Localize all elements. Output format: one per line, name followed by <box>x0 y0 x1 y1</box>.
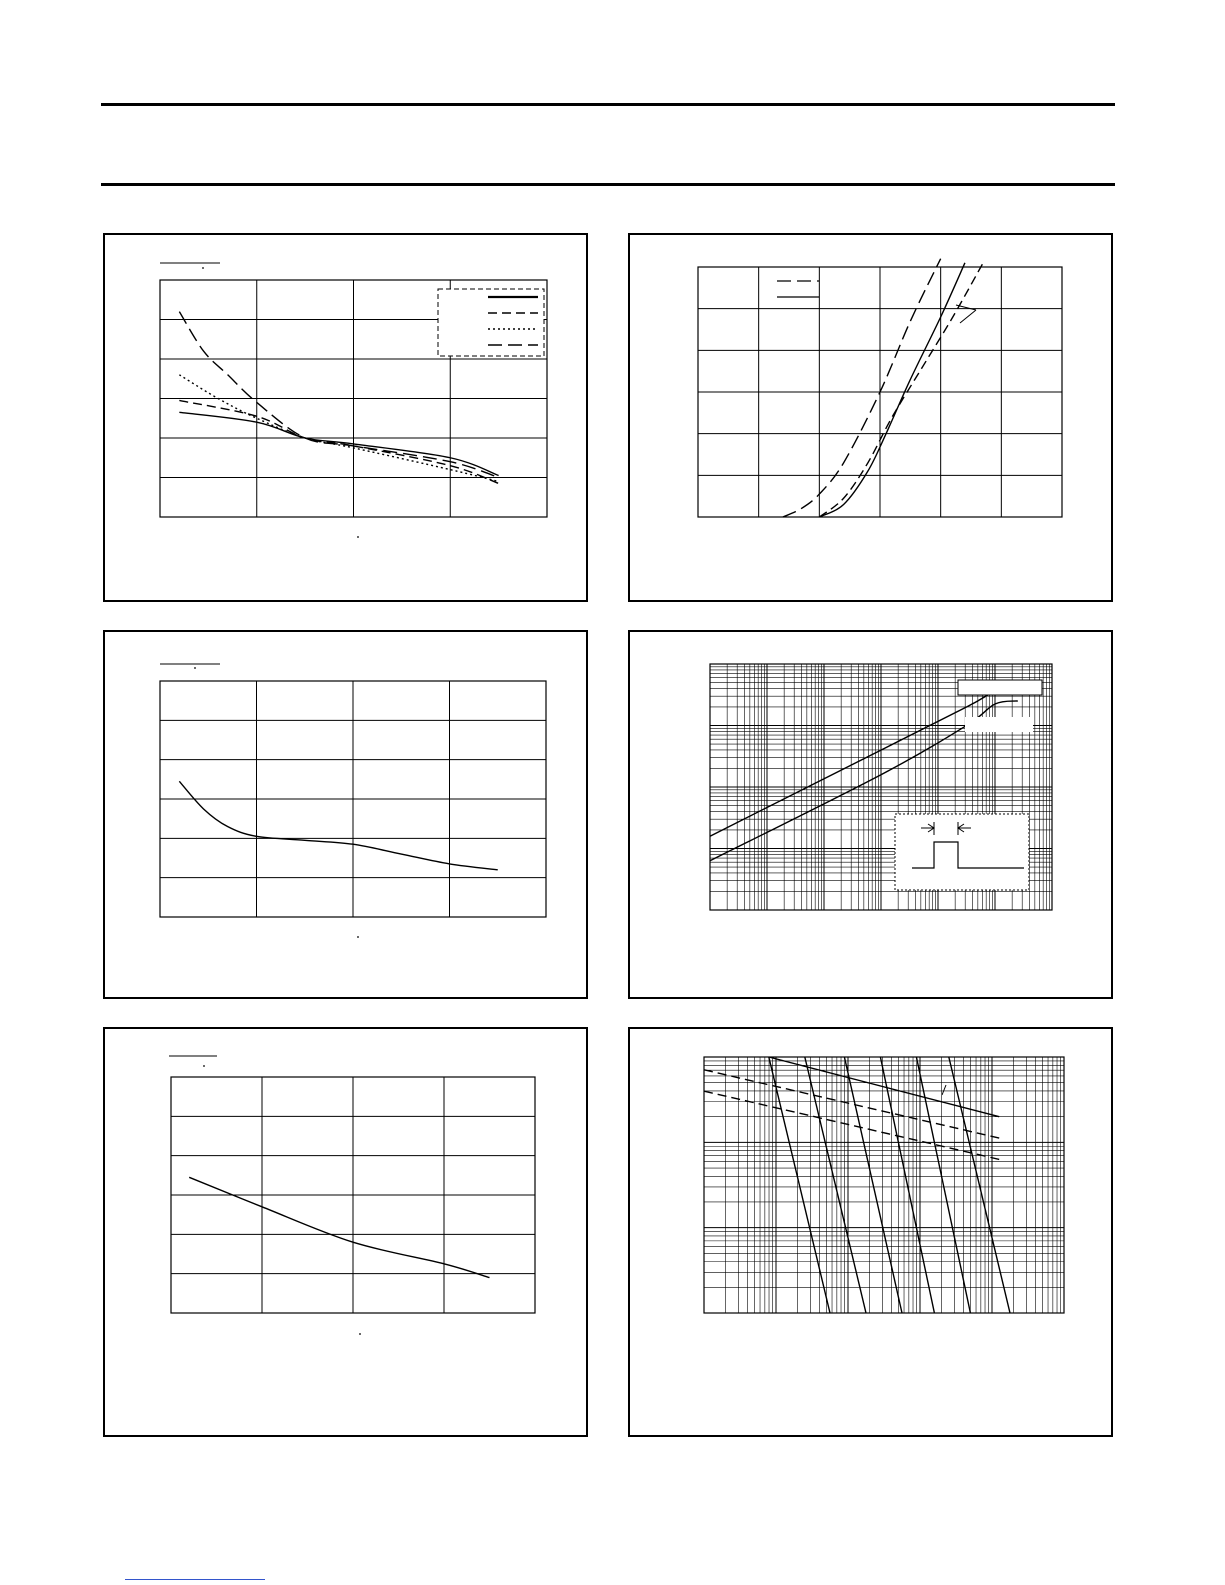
chart-6-series-1-line <box>769 1057 999 1117</box>
chart-1-legend-box <box>438 289 544 356</box>
header-rule-bottom <box>101 183 1115 186</box>
chart-3-label-mark <box>357 936 359 938</box>
chart-2-series-2-line <box>819 263 965 517</box>
chart-6-series-5-line <box>805 1057 866 1313</box>
chart-6-series-9-line <box>949 1057 1010 1313</box>
footer-link-underline[interactable] <box>125 1579 265 1580</box>
chart-3-label-mark <box>194 667 196 669</box>
chart-6-annotation-tick <box>942 1085 946 1095</box>
chart-panel-2 <box>628 233 1113 602</box>
chart-panel-3 <box>103 630 588 999</box>
chart-1-plot <box>105 235 590 604</box>
chart-1-label-mark <box>202 267 204 269</box>
chart-5-grid <box>171 1077 535 1313</box>
chart-panel-6 <box>628 1027 1113 1437</box>
chart-panel-1 <box>103 233 588 602</box>
chart-panel-5 <box>103 1027 588 1437</box>
chart-6-series-8-line <box>916 1057 970 1313</box>
chart-2-series-3-line <box>819 263 983 517</box>
chart-4-plot <box>630 632 1115 1001</box>
chart-3-plot <box>105 632 590 1001</box>
chart-3-grid <box>160 681 546 917</box>
chart-4-pulse-inset <box>895 814 1029 890</box>
chart-2-plot <box>630 235 1115 604</box>
header-rule-top <box>101 103 1115 106</box>
chart-panel-4 <box>628 630 1113 999</box>
chart-2-annotation-arrow <box>956 305 976 323</box>
chart-6-plot-frame <box>704 1057 1064 1313</box>
chart-6-plot <box>630 1029 1115 1439</box>
chart-1-label-mark <box>357 536 359 538</box>
chart-6-grid <box>704 1057 1064 1313</box>
chart-6-series-4-line <box>769 1057 830 1313</box>
chart-5-label-mark <box>203 1065 205 1067</box>
chart-5-label-mark <box>359 1333 361 1335</box>
chart-6-series-7-line <box>880 1057 934 1313</box>
chart-6-series-6-line <box>844 1057 902 1313</box>
chart-4-legend-box <box>958 680 1042 695</box>
chart-5-plot <box>105 1029 590 1439</box>
chart-4-legend-box-2 <box>965 717 1033 732</box>
